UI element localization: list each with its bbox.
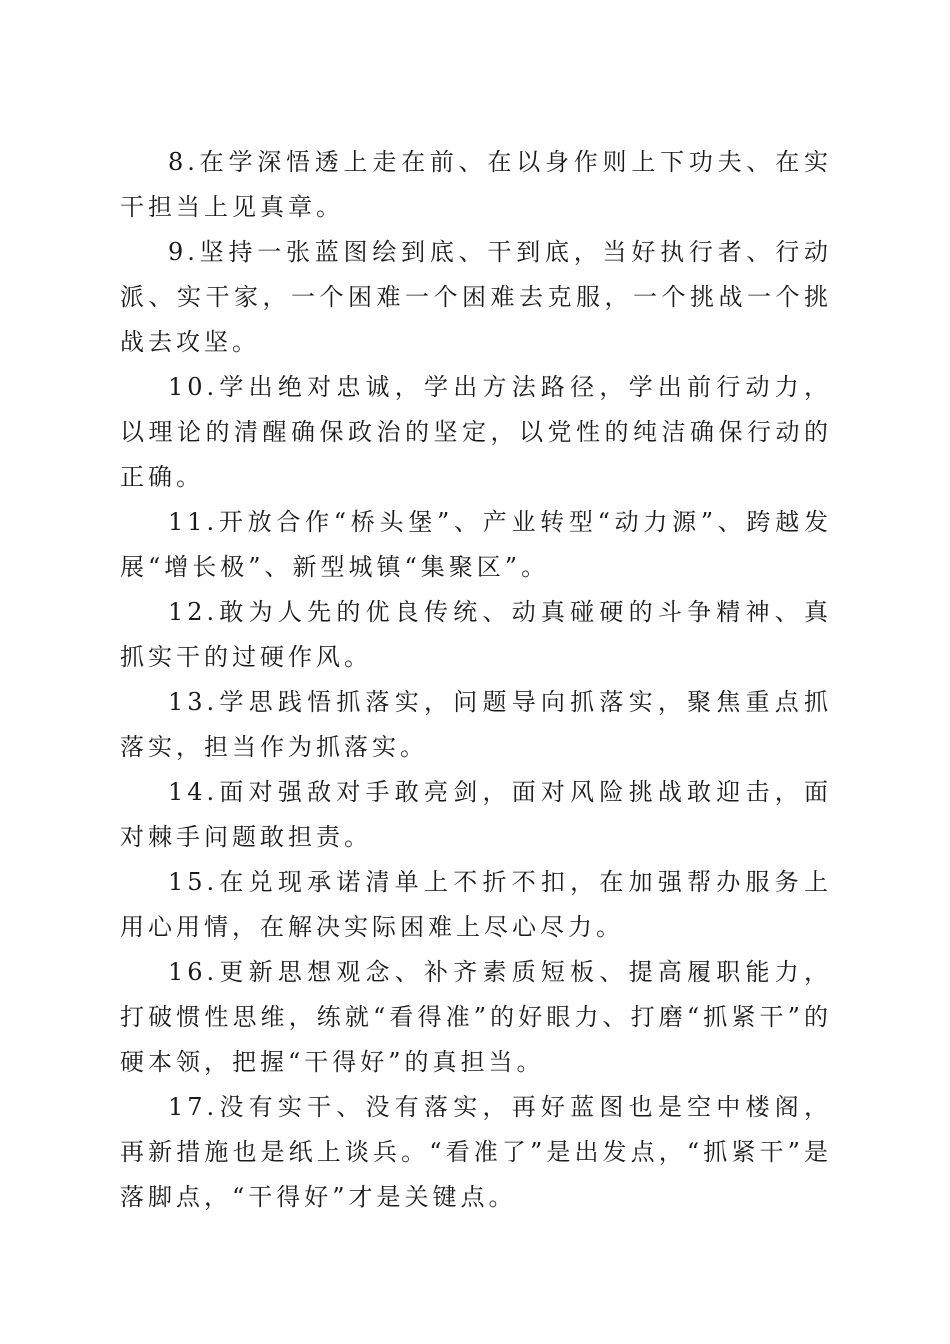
document-body bbox=[120, 140, 832, 1220]
paragraph-9: 9.坚持一张蓝图绘到底、干到底，当好执行者、行动派、实干家，一个困难一个困难去克服，一个挑战一个挑战去攻坚。 bbox=[120, 238, 832, 356]
paragraph-11: 11.开放合作“桥头堡”、产业转型“动力源”、跨越发展“增长极”、新型城镇“集聚区”。 bbox=[120, 508, 832, 581]
paragraph-14: 14.面对强敌对手敢亮剑，面对风险挑战敢迎击，面对棘手问题敢担责。 bbox=[120, 778, 832, 851]
paragraph-16: 16.更新思想观念、补齐素质短板、提高履职能力，打破惯性思维，练就“看得准”的好眼力、打磨“抓紧干”的硬本领，把握“干得好”的真担当。 bbox=[120, 958, 832, 1076]
paragraph-10: 10.学出绝对忠诚，学出方法路径，学出前行动力，以理论的清醒确保政治的坚定，以党性的纯洁确保行动的正确。 bbox=[120, 373, 832, 491]
paragraph-13: 13.学思践悟抓落实，问题导向抓落实，聚焦重点抓落实，担当作为抓落实。 bbox=[120, 688, 832, 761]
paragraph-8: 8.在学深悟透上走在前、在以身作则上下功夫、在实干担当上见真章。 bbox=[120, 148, 832, 221]
paragraph-15: 15.在兑现承诺清单上不折不扣，在加强帮办服务上用心用情，在解决实际困难上尽心尽力。 bbox=[120, 868, 832, 941]
paragraph-17: 17.没有实干、没有落实，再好蓝图也是空中楼阁，再新措施也是纸上谈兵。“看准了”是出发点，“抓紧干”是落脚点，“干得好”才是关键点。 bbox=[120, 1093, 832, 1211]
paragraph-12: 12.敢为人先的优良传统、动真碰硬的斗争精神、真抓实干的过硬作风。 bbox=[120, 598, 832, 671]
